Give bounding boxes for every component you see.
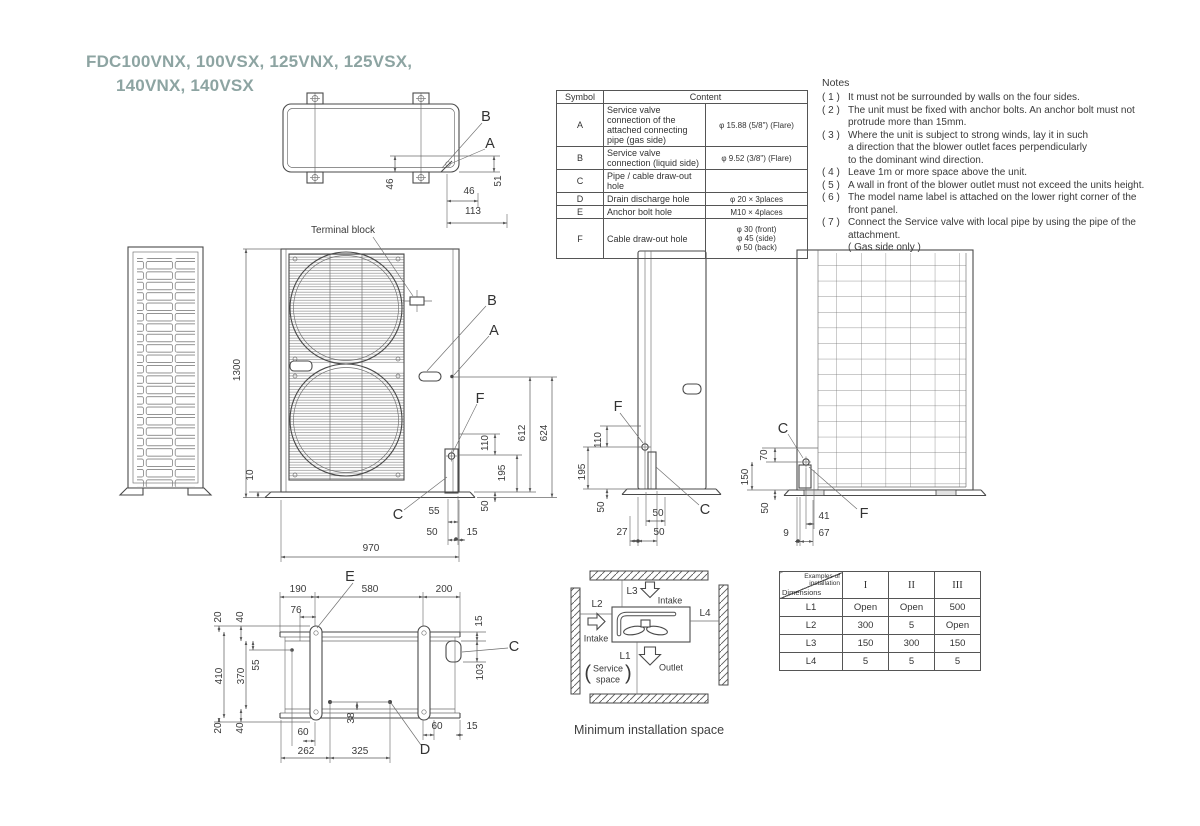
dim-l3-label: L3 <box>626 586 638 597</box>
callout-e-bottom-view: E <box>345 568 355 585</box>
note-item: ( 3 ) Where the unit is subject to strong winds, lay it in such a direction that the blower outlet faces perpendicularly to the dominant wind direction. <box>822 129 1089 166</box>
table-row: L2 300 5 Open <box>780 617 981 635</box>
dim-side-50-vertical: 50 <box>596 501 607 513</box>
installation-examples-table <box>779 571 981 671</box>
model-list-line2: 140VNX, 140VSX <box>116 75 254 95</box>
dim-front-50-horizontal: 50 <box>426 527 438 538</box>
dim-l2-label: L2 <box>591 599 603 610</box>
note-item: ( 2 ) The unit must be fixed with anchor bolts. An anchor bolt must not protrude more than 15mm. <box>822 104 1135 129</box>
dim-bottom-76: 76 <box>290 605 302 616</box>
table-row: L1 Open Open 500 <box>780 599 981 617</box>
dim-bottom-200: 200 <box>435 584 453 595</box>
notes-section <box>822 77 1158 255</box>
dim-bottom-190: 190 <box>289 584 307 595</box>
content-col-header: Content <box>604 91 808 104</box>
intake-left-label: Intake <box>583 633 609 644</box>
back-view-drawing <box>747 250 986 546</box>
table-row: F Cable draw-out hole φ 30 (front) φ 45 (side) φ 50 (back) <box>557 219 808 259</box>
dim-bottom-20-top: 20 <box>213 611 224 623</box>
intake-top-label: Intake <box>657 595 683 606</box>
table-row: L3 150 300 150 <box>780 635 981 653</box>
dim-back-150: 150 <box>740 468 751 486</box>
callout-d-bottom-view: D <box>419 741 431 758</box>
dim-front-110: 110 <box>480 435 491 451</box>
note-item: ( 7 ) Connect the Service valve with local pipe by using the pipe of the attachment. ( Gas side only ) <box>822 217 1136 254</box>
bottom-view-drawing <box>214 583 508 763</box>
installation-space-caption: Minimum installation space <box>574 723 725 737</box>
dim-back-41: 41 <box>818 511 830 522</box>
page-title <box>86 50 412 98</box>
symbol-col-header: Symbol <box>557 91 604 104</box>
dim-side-50b: 50 <box>653 527 665 538</box>
callout-a-front-view: A <box>489 322 499 339</box>
dim-front-1300: 1300 <box>232 358 243 382</box>
dim-bottom-60-left: 60 <box>297 727 309 738</box>
dim-bottom-38: 38 <box>346 712 357 724</box>
dim-bottom-40-top: 40 <box>235 611 246 623</box>
table-row: B Service valve connection (liquid side) φ 9.52 (3/8") (Flare) <box>557 147 808 170</box>
service-space-label: ( Service space ) <box>584 662 632 685</box>
terminal-block-label: Terminal block <box>311 225 375 236</box>
callout-c-front-view: C <box>392 506 404 523</box>
left-side-view-drawing <box>120 247 211 495</box>
dim-bottom-325: 325 <box>351 746 369 757</box>
dim-side-50a: 50 <box>652 508 664 519</box>
outlet-label: Outlet <box>658 662 684 673</box>
outlet-arrow-icon <box>640 647 661 665</box>
callout-b-front-view: B <box>487 292 497 309</box>
dim-front-55: 55 <box>428 506 440 517</box>
fan-motor-icon <box>641 620 650 627</box>
dim-bottom-103: 103 <box>475 663 486 681</box>
col-header-1: I <box>843 572 889 599</box>
notes-heading: Notes <box>822 77 850 89</box>
intake-arrow-down-icon <box>641 582 659 598</box>
symbol-table <box>556 90 808 259</box>
note-item: ( 4 ) Leave 1m or more space above the unit. <box>822 167 1027 179</box>
dim-bottom-20-bottom: 20 <box>213 722 224 734</box>
dim-front-195: 195 <box>497 464 508 482</box>
dim-front-10: 10 <box>245 469 256 481</box>
callout-f-back-view: F <box>859 505 869 522</box>
callout-f-side-view: F <box>613 398 623 415</box>
dim-bottom-40-bottom: 40 <box>235 722 246 734</box>
callout-b-top-view: B <box>481 108 491 125</box>
dim-bottom-15-right: 15 <box>474 615 485 627</box>
callout-f-front-view: F <box>475 390 485 407</box>
callout-c-back-view: C <box>777 420 789 437</box>
dim-l1-label: L1 <box>619 651 631 662</box>
dim-front-50-vertical: 50 <box>480 500 491 512</box>
callout-a-top-view: A <box>485 135 495 152</box>
dim-back-9: 9 <box>783 528 789 539</box>
dim-bottom-580: 580 <box>361 584 379 595</box>
dim-back-67: 67 <box>818 528 830 539</box>
dim-side-27: 27 <box>616 527 628 538</box>
intake-arrow-left-icon <box>588 614 605 630</box>
dim-front-612: 612 <box>517 424 528 442</box>
table-row: D Drain discharge hole φ 20 × 3places <box>557 193 808 206</box>
table-row: E Anchor bolt hole M10 × 4places <box>557 206 808 219</box>
callout-c-side-view: C <box>699 501 711 518</box>
dim-side-195: 195 <box>577 463 588 481</box>
dim-front-15: 15 <box>466 527 478 538</box>
table-row: C Pipe / cable draw-out hole <box>557 170 808 193</box>
dim-top-46-horizontal: 46 <box>463 186 475 197</box>
model-list-line1: FDC100VNX, 100VSX, 125VNX, 125VSX, <box>86 52 413 71</box>
dim-l4-label: L4 <box>699 608 711 619</box>
col-header-2: II <box>889 572 935 599</box>
dim-back-70: 70 <box>759 449 770 461</box>
dim-front-970: 970 <box>362 543 380 554</box>
dim-top-113: 113 <box>465 206 481 217</box>
table-row: L4 5 5 5 <box>780 653 981 671</box>
diagonal-header-cell: Examples of installation Dimensions <box>780 572 843 599</box>
dim-back-50: 50 <box>760 502 771 514</box>
note-item: ( 6 ) The model name label is attached on the lower right corner of the front panel. <box>822 192 1137 216</box>
dim-top-51: 51 <box>493 175 504 187</box>
dim-bottom-55: 55 <box>251 659 262 671</box>
dim-front-624: 624 <box>539 424 550 442</box>
callout-c-bottom-view: C <box>508 638 520 655</box>
dim-bottom-410: 410 <box>214 667 225 685</box>
table-row: A Service valve connection of the attached connecting pipe (gas side) φ 15.88 (5/8") (Flare) <box>557 104 808 147</box>
dim-bottom-15-bottom: 15 <box>466 721 478 732</box>
dim-side-110: 110 <box>593 432 604 448</box>
dim-bottom-60-right: 60 <box>431 721 443 732</box>
note-item: ( 5 ) A wall in front of the blower outlet must not exceed the units height. <box>822 179 1145 191</box>
dim-bottom-262: 262 <box>297 746 315 757</box>
col-header-3: III <box>935 572 981 599</box>
note-item: ( 1 ) It must not be surrounded by walls on the four sides. <box>822 92 1080 104</box>
dim-top-46-vertical: 46 <box>385 178 396 190</box>
dim-bottom-370: 370 <box>236 667 247 685</box>
